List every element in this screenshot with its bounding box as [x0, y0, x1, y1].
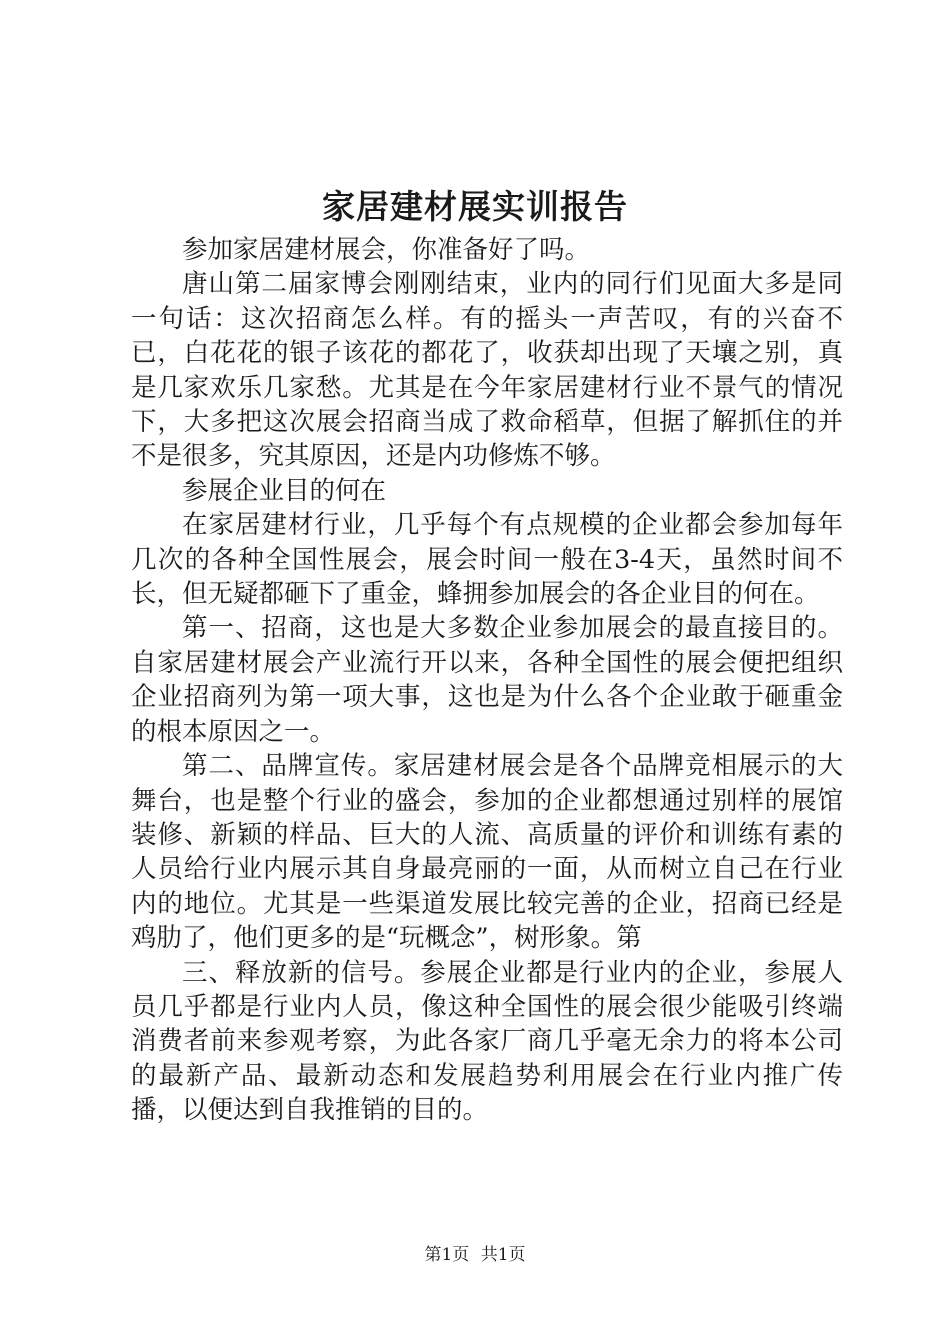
- document-body: [131, 233, 843, 1128]
- page-number: 第1页: [424, 1245, 470, 1265]
- paragraph-overview: 在家居建材行业，几乎每个有点规模的企业都会参加每年几次的各种全国性展会，展会时间一般在3-4天，虽然时间不长，但无疑都砸下了重金，蜂拥参加展会的各企业目的何在。: [131, 510, 843, 610]
- page-total: 共1页: [480, 1245, 526, 1265]
- page-footer: [0, 1244, 950, 1266]
- document-title: 家居建材展实训报告: [322, 187, 628, 226]
- paragraph-point-two: 第二、品牌宣传。家居建材展会是各个品牌竞相展示的大舞台，也是整个行业的盛会，参加的企业都想通过别样的展馆装修、新颖的样品、巨大的人流、高质量的评价和训练有素的人员给行业内展示其自身最亮丽的一面，从而树立自己在行业内的地位。尤其是一些渠道发展比较完善的企业，招商已经是鸡肋了，他们更多的是“玩概念”，树形象。第: [131, 751, 843, 954]
- paragraph-background: 唐山第二届家博会刚刚结束，业内的同行们见面大多是同一句话：这次招商怎么样。有的摇头一声苦叹，有的兴奋不已，白花花的银子该花的都花了，收获却出现了天壤之别，真是几家欢乐几家愁。尤其是在今年家居建材行业不景气的情况下，大多把这次展会招商当成了救命稻草，但据了解抓住的并不是很多，究其原因，还是内功修炼不够。: [131, 269, 843, 472]
- paragraph-intro: 参加家居建材展会，你准备好了吗。: [182, 235, 591, 265]
- section-heading: 参展企业目的何在: [182, 475, 387, 506]
- paragraph-point-three: 三、释放新的信号。参展企业都是行业内的企业，参展人员几乎都是行业内人员，像这种全国性的展会很少能吸引终端消费者前来参观考察，为此各家厂商几乎毫无余力的将本公司的最新产品、最新动态和发展趋势利用展会在行业内推广传播，以便达到自我推销的目的。: [131, 957, 843, 1126]
- paragraph-point-one: 第一、招商，这也是大多数企业参加展会的最直接目的。自家居建材展会产业流行开以来，各种全国性的展会便把组织企业招商列为第一项大事，这也是为什么各个企业敢于砸重金的根本原因之一。: [131, 613, 843, 747]
